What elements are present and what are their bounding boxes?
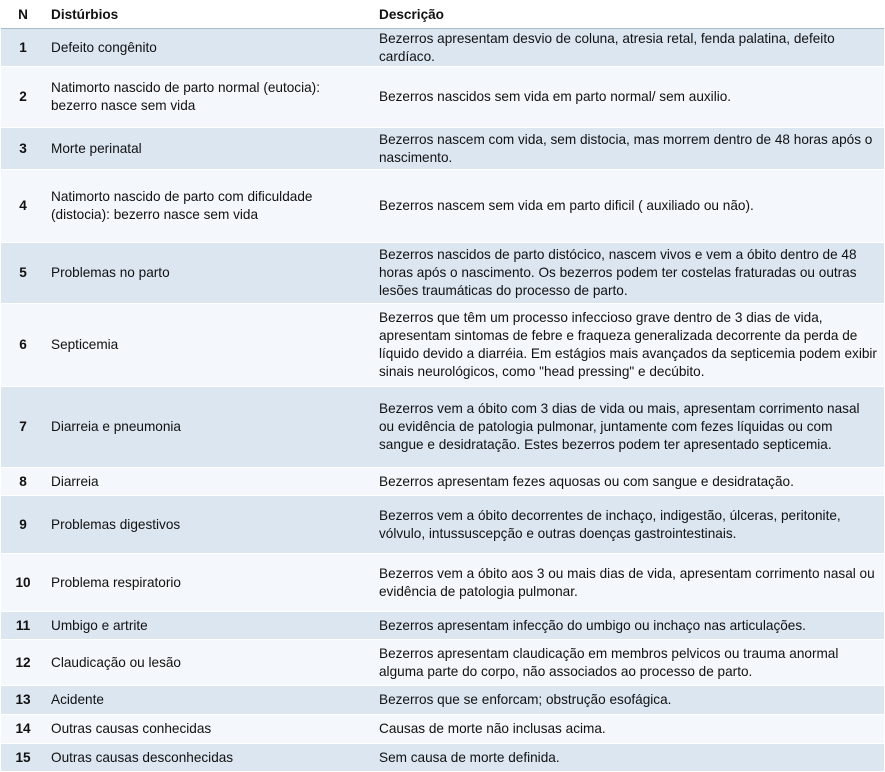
disturbio-cell: Morte perinatal [45,128,373,170]
row-number: 13 [1,686,45,715]
table-row [1,128,884,170]
table-row [1,496,884,554]
disturbio-cell: Diarreia e pneumonia [45,387,373,468]
descricao-cell: Bezerros que têm um processo infeccioso grave dentro de 3 dias de vida, apresentam sintomas de febre e fraqueza generalizada decorrente da perda de líquido devido a diarréia. Em estágios mais avançados da septicemia podem exibir sinais neurológicos, como "head pressing" e decúbito. [373,304,884,387]
descricao-cell: Bezerros nascidos sem vida em parto normal/ sem auxilio. [373,67,884,128]
row-number: 1 [1,29,45,67]
row-number: 5 [1,243,45,304]
row-number: 11 [1,612,45,640]
row-number: 6 [1,304,45,387]
descricao-cell: Sem causa de morte definida. [373,744,884,772]
header-disturbios: Distúrbios [45,1,373,29]
header-n: N [1,1,45,29]
descricao-cell: Bezerros apresentam fezes aquosas ou com sangue e desidratação. [373,468,884,496]
table-row [1,686,884,715]
table-row [1,387,884,468]
table-row [1,640,884,686]
disturbio-cell: Natimorto nascido de parto normal (eutocia): bezerro nasce sem vida [45,67,373,128]
disturbio-cell: Umbigo e artrite [45,612,373,640]
table-row [1,170,884,243]
descricao-cell: Bezerros apresentam desvio de coluna, atresia retal, fenda palatina, defeito cardíaco. [373,29,884,67]
table-row [1,554,884,612]
descricao-cell: Causas de morte não inclusas acima. [373,715,884,744]
header-descricao: Descrição [373,1,884,29]
descricao-cell: Bezerros apresentam claudicação em membros pelvicos ou trauma anormal alguma parte do corpo, não associados ao processo de parto. [373,640,884,686]
table-row [1,468,884,496]
row-number: 7 [1,387,45,468]
disturbio-cell: Acidente [45,686,373,715]
descricao-cell: Bezerros nascem sem vida em parto dificil ( auxiliado ou não). [373,170,884,243]
disturbio-cell: Outras causas desconhecidas [45,744,373,772]
disturbio-cell: Problemas no parto [45,243,373,304]
row-number: 12 [1,640,45,686]
table-row [1,612,884,640]
row-number: 10 [1,554,45,612]
table-row [1,304,884,387]
disturbio-cell: Natimorto nascido de parto com dificuldade (distocia): bezerro nasce sem vida [45,170,373,243]
descricao-cell: Bezerros vem a óbito aos 3 ou mais dias de vida, apresentam corrimento nasal ou evidência de patologia pulmonar. [373,554,884,612]
descricao-cell: Bezerros nascem com vida, sem distocia, mas morrem dentro de 48 horas após o nascimento. [373,128,884,170]
table-row [1,67,884,128]
disturbio-cell: Diarreia [45,468,373,496]
row-number: 14 [1,715,45,744]
descricao-cell: Bezerros que se enforcam; obstrução esofágica. [373,686,884,715]
row-number: 2 [1,67,45,128]
descricao-cell: Bezerros nascidos de parto distócico, nascem vivos e vem a óbito dentro de 48 horas após o nascimento. Os bezerros podem ter costelas fraturadas ou outras lesões traumáticas do processo de parto. [373,243,884,304]
table-row [1,715,884,744]
row-number: 4 [1,170,45,243]
row-number: 9 [1,496,45,554]
disturbio-cell: Outras causas conhecidas [45,715,373,744]
disturbios-table [1,0,884,772]
disturbio-cell: Defeito congênito [45,29,373,67]
table-header-row [1,1,884,29]
table-row [1,243,884,304]
row-number: 15 [1,744,45,772]
disturbio-cell: Septicemia [45,304,373,387]
descricao-cell: Bezerros vem a óbito com 3 dias de vida ou mais, apresentam corrimento nasal ou evidência de patologia pulmonar, juntamente com fezes líquidas ou com sangue e desidratação. Estes bezerros podem ter apresentado septicemia. [373,387,884,468]
disturbio-cell: Claudicação ou lesão [45,640,373,686]
disturbio-cell: Problema respiratorio [45,554,373,612]
descricao-cell: Bezerros vem a óbito decorrentes de inchaço, indigestão, úlceras, peritonite, vólvulo, intussuscepção e outras doenças gastrointestinais. [373,496,884,554]
table-row [1,744,884,772]
disturbio-cell: Problemas digestivos [45,496,373,554]
row-number: 3 [1,128,45,170]
row-number: 8 [1,468,45,496]
descricao-cell: Bezerros apresentam infecção do umbigo ou inchaço nas articulações. [373,612,884,640]
table-row [1,29,884,67]
